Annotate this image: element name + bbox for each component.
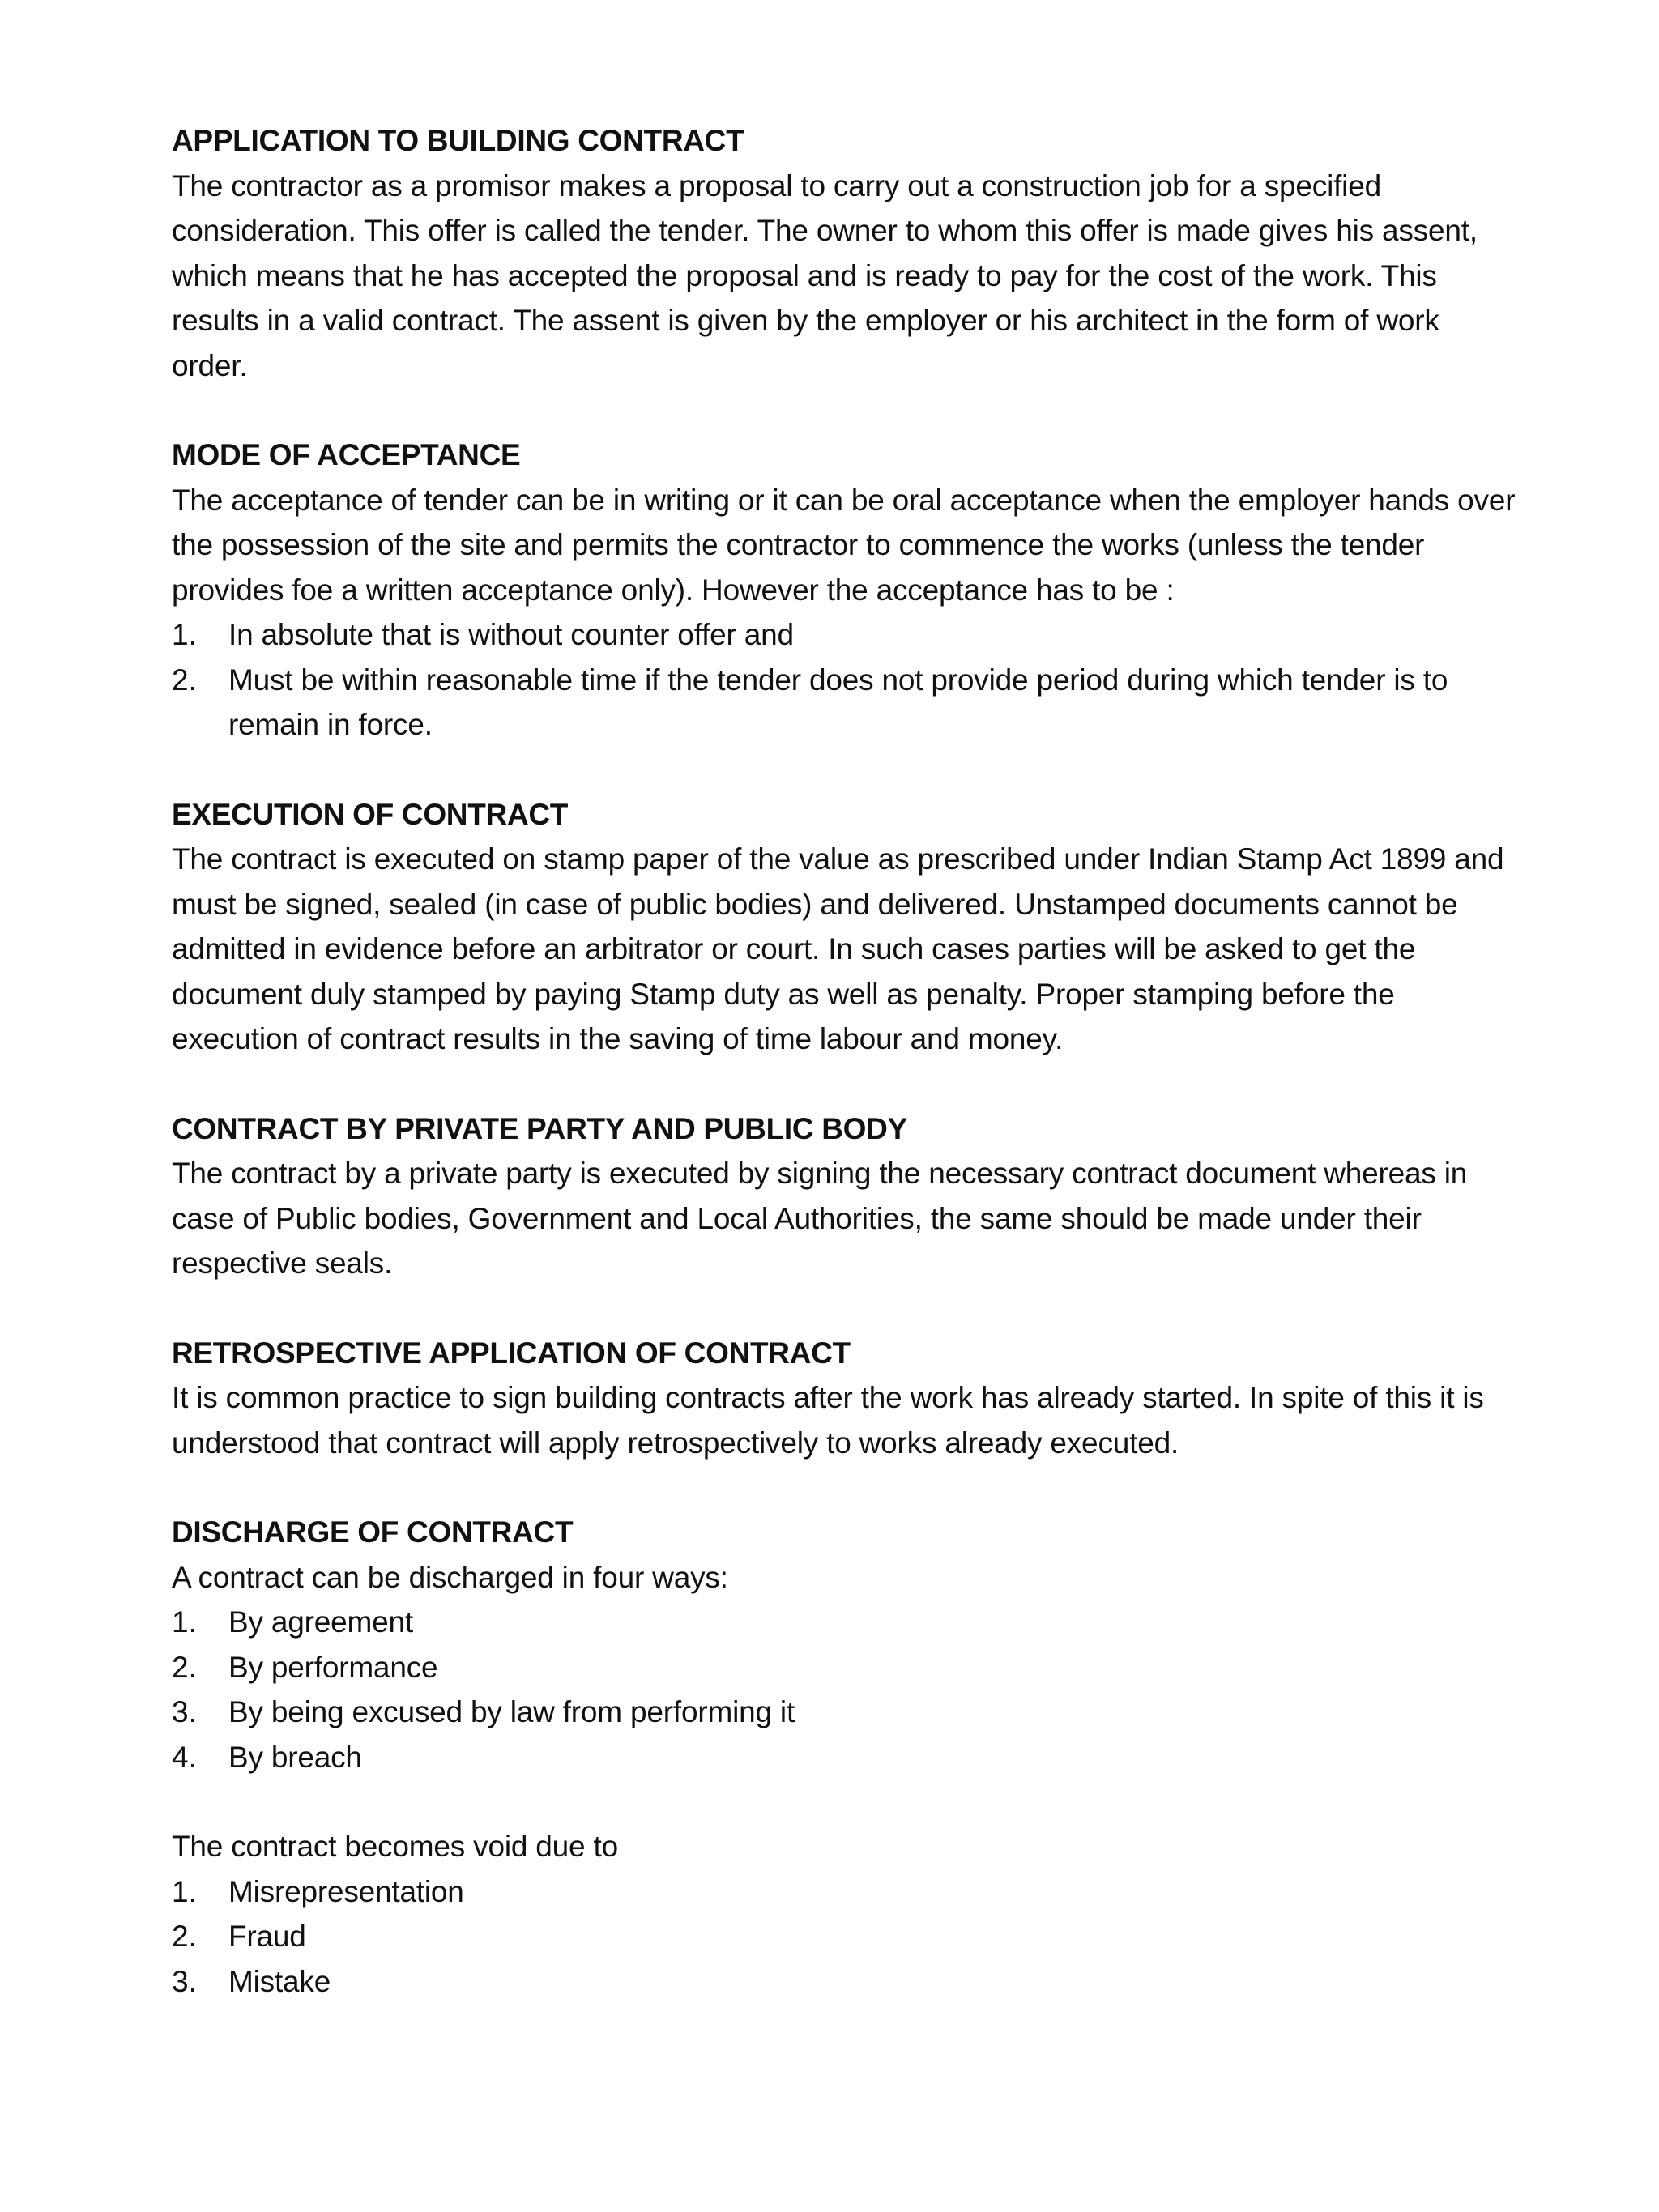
list-item-number: 2. <box>172 1920 197 1953</box>
void-causes-list <box>172 1869 1516 2005</box>
list-item <box>172 1735 1516 1780</box>
list-item-text: By agreement <box>228 1605 413 1639</box>
list-item-number: 1. <box>172 1874 197 1908</box>
section-heading: DISCHARGE OF CONTRACT <box>172 1515 574 1549</box>
section-mode-of-acceptance <box>172 433 1516 748</box>
document-page <box>172 118 1516 2048</box>
section-paragraph: The acceptance of tender can be in writing or it can be oral acceptance when the employer hands over the possession of the site and permits the contractor to commence the works (unless the tender provides foe a written acceptance only). However the acceptance has to be : <box>172 483 1516 607</box>
list-item <box>172 1645 1516 1690</box>
section-heading: EXECUTION OF CONTRACT <box>172 797 569 831</box>
section-paragraph: The contract is executed on stamp paper of the value as prescribed under Indian Stamp Act 1899 and must be signed, sealed (in case of public bodies) and delivered. Unstamped documents cannot be admitted in evidence before an arbitrator or court. In such cases parties will be asked to get the document duly stamped by paying Stamp duty as well as penalty. Proper stamping before the execution of contract results in the saving of time labour and money. <box>172 842 1504 1055</box>
acceptance-conditions-list <box>172 612 1516 748</box>
list-item-text: Mistake <box>228 1964 331 1998</box>
list-item-text: By being excused by law from performing it <box>228 1695 795 1728</box>
list-item <box>172 1959 1516 2005</box>
list-item-text: Fraud <box>228 1920 306 1953</box>
discharge-ways-list <box>172 1600 1516 1779</box>
list-item-text: In absolute that is without counter offer and <box>228 618 794 651</box>
section-discharge-of-contract <box>172 1510 1516 1779</box>
section-paragraph: It is common practice to sign building contracts after the work has already started. In spite of this it is understood that contract will apply retrospectively to works already executed. <box>172 1381 1484 1460</box>
list-item <box>172 1914 1516 1959</box>
section-paragraph: The contract by a private party is executed by signing the necessary contract document whereas in case of Public bodies, Government and Local Authorities, the same should be made under their respective seals. <box>172 1157 1468 1280</box>
list-item <box>172 612 1516 658</box>
list-item-text: By breach <box>228 1740 362 1774</box>
list-item-text: Misrepresentation <box>228 1874 464 1908</box>
list-item-text: Must be within reasonable time if the tender does not provide period during which tender is to remain in force. <box>228 663 1448 741</box>
list-item <box>172 1600 1516 1645</box>
section-heading: CONTRACT BY PRIVATE PARTY AND PUBLIC BODY <box>172 1111 907 1145</box>
list-item-number: 2. <box>172 663 197 697</box>
list-item <box>172 1690 1516 1735</box>
list-item-number: 1. <box>172 1605 197 1639</box>
list-item-number: 1. <box>172 618 197 651</box>
section-heading: APPLICATION TO BUILDING CONTRACT <box>172 124 744 157</box>
section-heading: RETROSPECTIVE APPLICATION OF CONTRACT <box>172 1336 851 1370</box>
list-item-number: 3. <box>172 1964 197 1998</box>
list-item-number: 4. <box>172 1740 197 1774</box>
section-paragraph: The contractor as a promisor makes a proposal to carry out a construction job for a specified consideration. This offer is called the tender. The owner to whom this offer is made gives his assent, which means that he has accepted the proposal and is ready to pay for the cost of the work. This results in a valid contract. The assent is given by the employer or his architect in the form of work order. <box>172 168 1478 382</box>
list-item <box>172 1869 1516 1915</box>
section-paragraph: A contract can be discharged in four ways: <box>172 1560 728 1594</box>
list-item-number: 2. <box>172 1650 197 1684</box>
section-contract-by-private-party-and-public-body <box>172 1106 1516 1286</box>
section-application-to-building-contract <box>172 118 1516 388</box>
section-heading: MODE OF ACCEPTANCE <box>172 438 521 471</box>
section-retrospective-application-of-contract <box>172 1331 1516 1466</box>
list-item-number: 3. <box>172 1695 197 1728</box>
section-paragraph: The contract becomes void due to <box>172 1830 618 1863</box>
list-item-text: By performance <box>228 1650 438 1684</box>
section-contract-void-causes <box>172 1824 1516 2004</box>
list-item <box>172 658 1516 748</box>
section-execution-of-contract <box>172 792 1516 1062</box>
